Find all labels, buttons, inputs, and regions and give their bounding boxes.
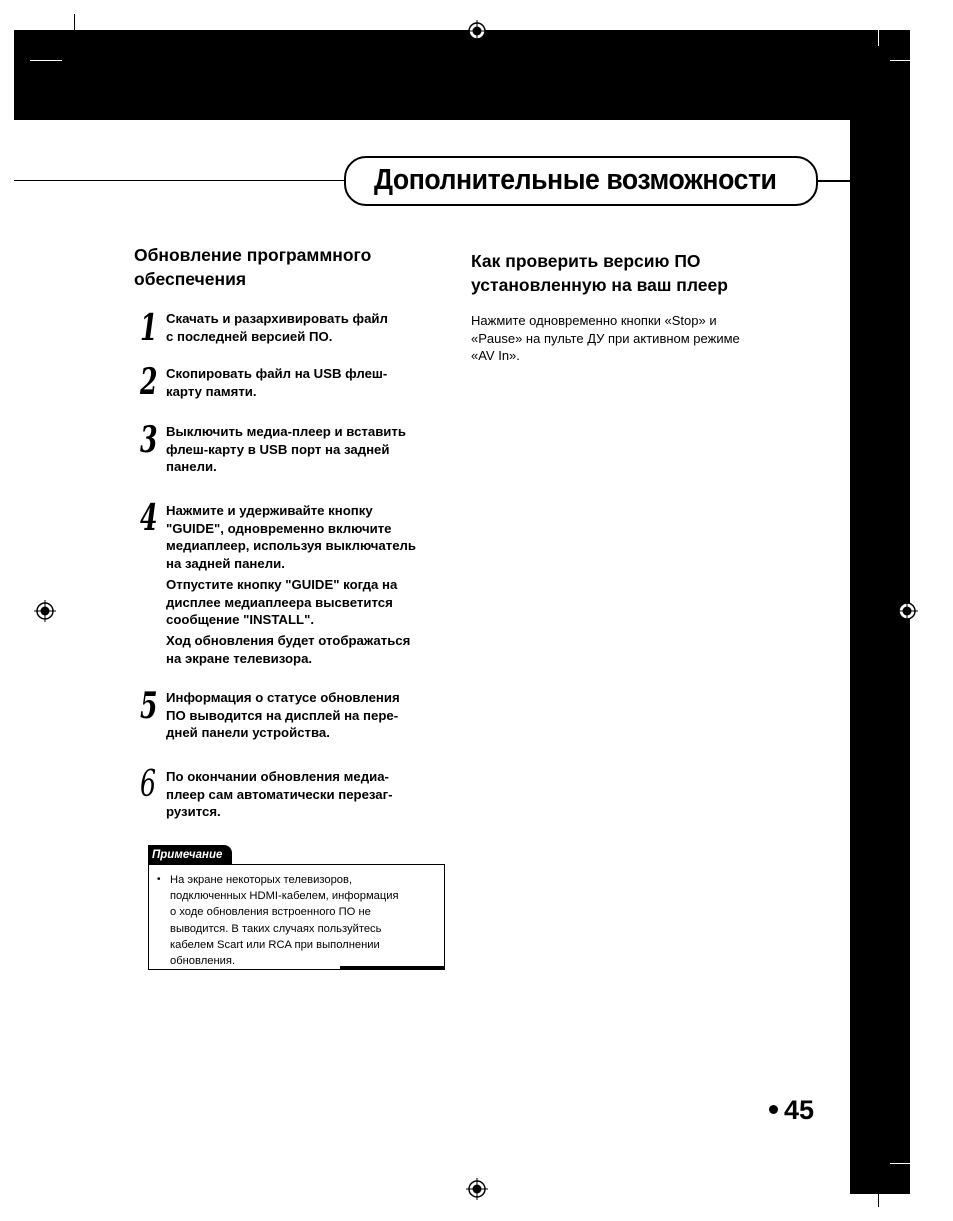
step-number: 6 bbox=[140, 764, 157, 805]
registration-mark-icon bbox=[466, 1178, 488, 1200]
note-label: Примечание bbox=[148, 845, 232, 865]
paragraph-line: Нажмите одновременно кнопки «Stop» и bbox=[471, 313, 717, 328]
left-section-heading bbox=[134, 243, 371, 291]
crop-mark bbox=[74, 14, 75, 46]
step-text bbox=[166, 576, 397, 629]
header-black-band bbox=[14, 30, 910, 120]
step-line: сообщение "INSTALL". bbox=[166, 612, 314, 627]
page-number bbox=[784, 1093, 814, 1127]
note-line: кабелем Scart или RCA при выполнении bbox=[170, 938, 380, 951]
step-line: на экране телевизора. bbox=[166, 650, 313, 666]
step-line: Скопировать файл на USB флеш- bbox=[166, 366, 388, 381]
step-line: рузится. bbox=[166, 804, 221, 819]
step-line: плеер сам автоматически перезаг- bbox=[166, 786, 393, 802]
step-line: медиаплеер, используя выключатель bbox=[166, 538, 417, 553]
step-line: Отпустите кнопку "GUIDE" когда на bbox=[166, 577, 398, 592]
step-text bbox=[166, 632, 410, 667]
step-text bbox=[166, 502, 416, 572]
crop-mark bbox=[878, 1175, 879, 1207]
step-line: Ход обновления будет отображаться bbox=[166, 633, 411, 648]
note-text bbox=[170, 872, 399, 969]
step-line: панели. bbox=[166, 459, 217, 474]
step-line: Выключить медиа-плеер и вставить bbox=[166, 424, 406, 439]
note-bullet: • bbox=[157, 874, 161, 885]
heading-line: установленную на ваш плеер bbox=[471, 275, 728, 295]
paragraph-line: «AV In». bbox=[471, 348, 520, 363]
note-line: подключенных HDMI-кабелем, информация bbox=[170, 890, 399, 903]
crop-mark bbox=[890, 60, 922, 61]
step-text bbox=[166, 310, 388, 345]
registration-mark-icon bbox=[34, 600, 56, 622]
step-line: флеш-карту в USB порт на задней bbox=[166, 441, 390, 457]
crop-mark bbox=[30, 60, 62, 61]
step-text bbox=[166, 768, 393, 821]
heading-line: Обновление программного bbox=[134, 245, 372, 265]
page-number-value: 45 bbox=[784, 1095, 815, 1125]
title-rule-left bbox=[14, 180, 346, 181]
note-line: обновления. bbox=[170, 955, 236, 968]
note-line: выводится. В таких случаях пользуйтесь bbox=[170, 922, 382, 935]
registration-mark-icon bbox=[896, 600, 918, 622]
right-section-heading bbox=[471, 249, 728, 297]
step-line: Нажмите и удерживайте кнопку bbox=[166, 503, 373, 518]
step-line: Информация о статусе обновления bbox=[166, 690, 400, 705]
step-number: 3 bbox=[140, 419, 158, 461]
step-line: Скачать и разархивировать файл bbox=[166, 311, 388, 326]
note-line: о ходе обновления встроенного ПО не bbox=[170, 906, 371, 919]
title-rule-right bbox=[818, 180, 850, 182]
step-number: 5 bbox=[140, 685, 158, 727]
page-number-bullet-icon bbox=[769, 1105, 778, 1114]
step-number: 4 bbox=[140, 497, 158, 539]
step-line: карту памяти. bbox=[166, 383, 257, 399]
crop-mark bbox=[890, 1163, 922, 1164]
crop-mark bbox=[878, 14, 879, 46]
step-line: с последней версией ПО. bbox=[166, 328, 333, 344]
step-text bbox=[166, 423, 406, 476]
step-line: на задней панели. bbox=[166, 555, 285, 571]
page-title: Дополнительные возможности bbox=[374, 164, 777, 196]
right-section-paragraph bbox=[471, 312, 740, 365]
step-line: По окончании обновления медиа- bbox=[166, 769, 389, 784]
registration-mark-icon bbox=[466, 20, 488, 42]
step-text bbox=[166, 689, 400, 742]
step-text bbox=[166, 365, 387, 400]
heading-line: обеспечения bbox=[134, 269, 247, 289]
step-line: дней панели устройства. bbox=[166, 725, 330, 740]
step-line: ПО выводится на дисплей на пере- bbox=[166, 707, 399, 723]
step-line: "GUIDE", одновременно включите bbox=[166, 520, 392, 536]
heading-line: Как проверить версию ПО bbox=[471, 251, 701, 271]
paragraph-line: «Pause» на пульте ДУ при активном режиме bbox=[471, 330, 740, 346]
note-line: На экране некоторых телевизоров, bbox=[170, 874, 353, 886]
step-line: дисплее медиаплеера высветится bbox=[166, 594, 393, 610]
step-number: 1 bbox=[140, 307, 158, 349]
step-number: 2 bbox=[140, 361, 158, 403]
